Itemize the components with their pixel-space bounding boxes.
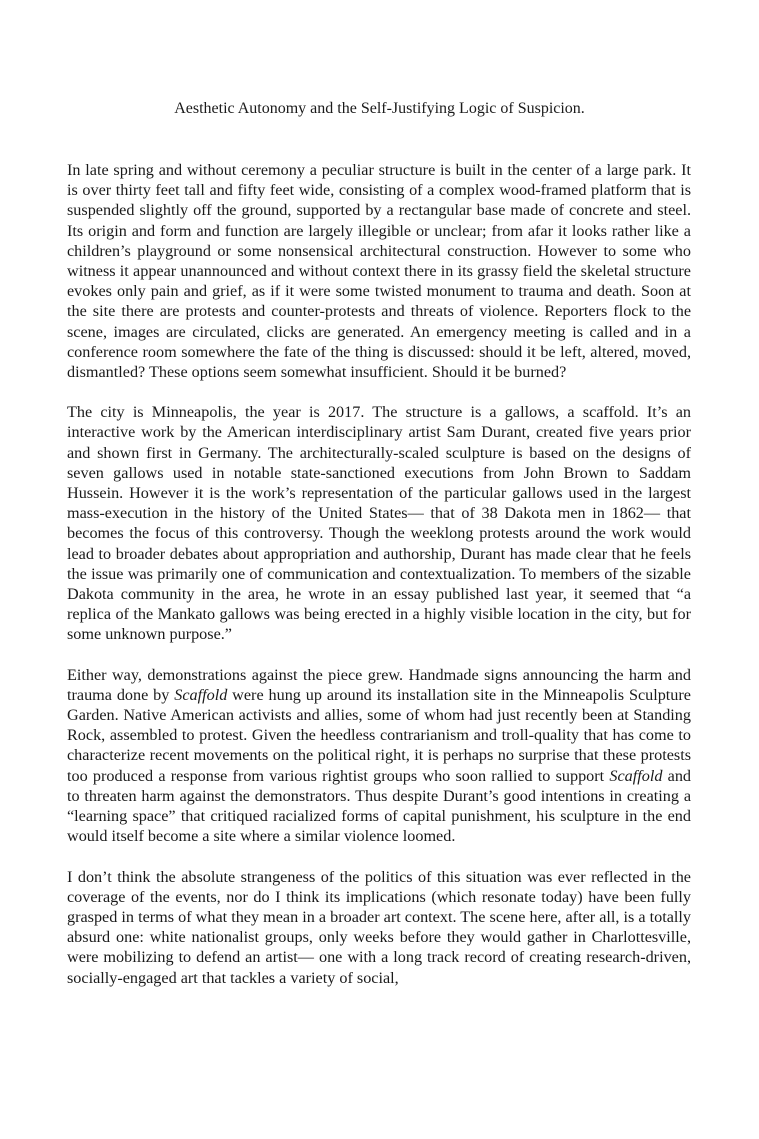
paragraph-2 <box>67 402 691 644</box>
paragraph-3 <box>67 665 691 847</box>
paragraph-text: Either way, demonstrations against the piece grew. Handmade signs announcing the harm and trauma done by <box>67 665 691 704</box>
artwork-title: Scaffold <box>609 766 663 785</box>
paragraph-text: were hung up around its installation site in the Minneapolis Sculpture Garden. Native American activists and allies, some of whom had just recently been at Standing Rock, assembled to protest. Given the heedless contrarianism and troll-quality that has come to characterize recent movements on the political right, it is perhaps no surprise that these protests too produced a response from various rightist groups who soon rallied to support <box>67 685 691 785</box>
paragraph-text: In late spring and without ceremony a peculiar structure is built in the center of a large park. It is over thirty feet tall and fifty feet wide, consisting of a complex wood-framed platform that is suspended slightly off the ground, supported by a rectangular base made of concrete and steel. Its origin and form and function are largely illegible or unclear; from afar it looks rather like a children’s playground or some nonsensical architectural construction. However to some who witness it appear unannounced and without context there in its grassy field the skeletal structure evokes only pain and grief, as if it were some twisted monument to trauma and death. Soon at the site there are protests and counter-protests and threats of violence. Reporters flock to the scene, images are circulated, clicks are generated. An emergency meeting is called and in a conference room somewhere the fate of the thing is discussed: should it be left, altered, moved, dismantled? These options seem somewhat insufficient. Should it be burned? <box>67 161 691 382</box>
document-body <box>67 160 691 1008</box>
artwork-title: Scaffold <box>174 685 228 704</box>
paragraph-text: and to threaten harm against the demonstrators. Thus despite Durant’s good intentions in creating a “learning space” that critiqued racialized forms of capital punishment, his sculpture in the end would itself become a site where a similar violence loomed. <box>67 766 692 846</box>
paragraph-4 <box>67 867 691 988</box>
paragraph-text: The city is Minneapolis, the year is 2017. The structure is a gallows, a scaffold. It’s an interactive work by the American interdisciplinary artist Sam Durant, created five years prior and shown first in Germany. The architecturally-scaled sculpture is based on the designs of seven gallows used in notable state-sanctioned executions from John Brown to Saddam Hussein. However it is the work’s representation of the particular gallows used in the largest mass-execution in the history of the United States— that of 38 Dakota men in 1862— that becomes the focus of this controversy. Though the weeklong protests around the work would lead to broader debates about appropriation and authorship, Durant has made clear that he feels the issue was primarily one of communication and contextualization. To members of the sizable Dakota community in the area, he wrote in an essay published last year, it seemed that “a replica of the Mankato gallows was being erected in a highly visible location in the city, but for some unknown purpose.” <box>67 403 691 644</box>
paragraph-text: I don’t think the absolute strangeness of the politics of this situation was ever reflected in the coverage of the events, nor do I think its implications (which resonate today) have been fully grasped in terms of what they mean in a broader art context. The scene here, after all, is a totally absurd one: white nationalist groups, only weeks before they would gather in Charlottesville, were mobilizing to defend an artist— one with a long track record of creating research-driven, socially-engaged art that tackles a variety of social, <box>67 867 691 987</box>
paragraph-1 <box>67 160 691 382</box>
document-title: Aesthetic Autonomy and the Self-Justifying Logic of Suspicion. <box>174 100 585 117</box>
